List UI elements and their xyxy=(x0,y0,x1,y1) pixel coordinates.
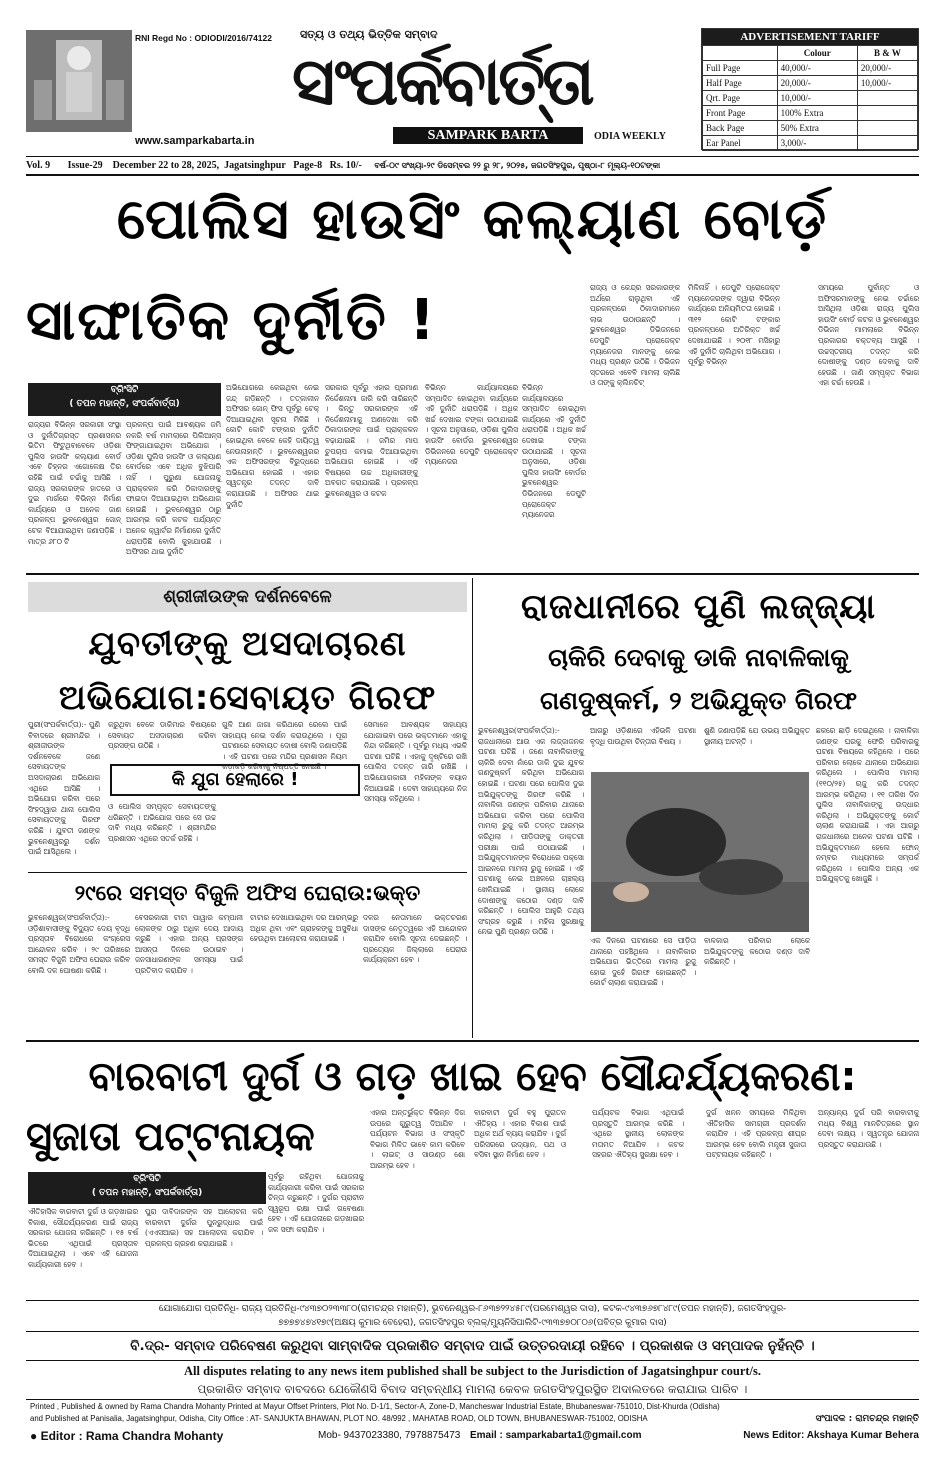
rni-number: RNI Regd No : ODIODI/2016/74122 xyxy=(135,33,272,43)
mobile-numbers: Mob- 9437023380, 7978875473 xyxy=(318,1430,461,1441)
disclaimer-odia: ବି.ଦ୍ର- ସମ୍ବାଦ ପରିବେଷଣ କରୁଥିବା ସାମ୍ବାଦିକ ପ୍ରକାଶିତ ସମ୍ବାଦ ପାଇଁ ଉତ୍ତରଦାୟୀ ରହିବେ । ପ୍ରକାଶକ ଓ ସମ୍ପାଦକ ନୁହଁନ୍ତି । xyxy=(130,1338,815,1354)
disputes-odia: ପ୍ରକାଶିତ ସମ୍ବାଦ ବାବଦରେ ଯେକୌଣସି ବିବାଦ ସମ୍ବନ୍ଧୀୟ ମାମଲା କେବଳ ଜଗତସିଂହପୁରସ୍ଥିତ ଅଦାଲତରେ କରାଯାଇ ପାରିବ । xyxy=(197,1382,748,1396)
story3-headline: ୨୯ରେ ସମସ୍ତ ବିଜୁଳି ଅଫିସ ଘେରାଉ:ଭକ୍ତ xyxy=(74,881,421,905)
dateline-odia: ବର୍ଷ-୦୯ ସଂଖ୍ୟା-୨୯ ଡିସେମ୍ବର ୨୨ ରୁ ୨୮, ୨୦୨୫, ଜଗତସିଂହପୁର, ପୃଷ୍ଠା-୮ ମୂଲ୍ୟ-୧୦ଟଙ୍କା xyxy=(374,161,661,170)
story4-col-2b: ଏକ ଦିନରେ ଘଟଣାରେ ସେ ପୀଡ଼ିତା ଥାନାରେ ପହଞ୍ଚିଥିଲେ । ନାବାଳିକାର ଅଭିଯୋଗ ଭିତ୍ତିରେ ମାମଲା ରୁଜୁ ହୋଇ ଦୁହେଁ ଗିରଫ ହୋଇଛନ୍ତି । କୋର୍ଟ ଚାଲାଣ କରାଯାଇଛି । xyxy=(590,936,699,988)
editor-english-label: Editor : Rama Chandra Mohanty xyxy=(40,1429,224,1443)
tariff-table xyxy=(702,45,918,151)
imprint-line-1: Printed , Published & owned by Rama Chandra Mohanty Printed at Mayur Offset Printers, Plot No. D-1/1, Sector-A, Zone-D, Mancheswar Industrial Estate, Bhubaneswar-751010, Dist-Khurda (Odisha) xyxy=(30,1402,720,1411)
tariff-cell: Ear Panel xyxy=(703,136,778,151)
story4-col-2a: ଆଗରୁ ଓଡ଼ିଶାରେ ଏହିଭଳି ଘଟଣା ବୃଦ୍ଧି ପାଉଥିବା ଚିନ୍ତାର ବିଷୟ । xyxy=(590,726,699,746)
tariff-cell: 40,000/- xyxy=(777,61,857,76)
tariff-header: B & W xyxy=(857,46,917,61)
story2-col-1: ପୁରୀ(ସଂପର୍କବାର୍ତ୍ତା):- ପୁଣି ବିବାଦରେ ଶ୍ରୀମନ୍ଦିର । ଶ୍ରୀଜୀଉଙ୍କ ଦର୍ଶନବେଳେ ଜଣେ ସେବାୟତଙ୍କ ଅସଦାଚାରଣ ଅଭିଯୋଗ ଏଥିରେ ଆସିଛି । ଅଭିଯୋଗ କରିବା ପରେ ସିଂହଦ୍ୱାର ଥାନା ପୋଲିସ ସେବାୟତଙ୍କୁ ଗିରଫ କରିଛି । ଯୁବତୀ ଜଣଙ୍କ ଭୁବନେଶ୍ୱରରୁ ଦର୍ଶନ ପାଇଁ ଆସିଥିଲେ । xyxy=(28,720,103,857)
tariff-cell xyxy=(857,106,917,121)
dateline-issue: Issue-29 xyxy=(67,160,103,171)
deity-illustration xyxy=(26,30,132,132)
tariff-cell xyxy=(857,91,917,106)
story5-byline xyxy=(28,1172,266,1204)
story4-col-3b: ବାଳକାର ପରିବାର ଲୋକେ ଅଭିଯୁକ୍ତଙ୍କୁ କଠୋର ଦଣ୍ଡ ଦାବି କରିଛନ୍ତି । xyxy=(704,936,813,967)
footer-rule-1 xyxy=(26,1300,919,1301)
tariff-cell: Full Page xyxy=(703,61,778,76)
story5-col-6: ପର୍ଯ୍ୟଟକ ବିଭାଗ ଏଥିପାଇଁ ପ୍ରସ୍ତୁତି ଆରମ୍ଭ କରିଛି । ଏଥିରେ ସ୍ଥାନୀୟ ଲୋକଙ୍କ ମତାମତ ନିଆଯିବ । କଟକ ସହରର ଐତିହ୍ୟ ସୁରକ୍ଷା ହେବ । xyxy=(592,1108,687,1160)
masthead-deity-image xyxy=(26,30,132,132)
lead-col-5b: ବିଭିନ୍ନ କାର୍ଯ୍ୟାଳୟରେ ସମ୍ପାଦିତ ହୋଇଥିବା କାର୍ଯ୍ୟରେ ଏହି ଦୁର୍ନୀତି ଧରାପଡ଼ିଛି । ଅଧିକ ଖର୍ଚ୍ଚ ଦେଖାଇ ଟଙ୍କା ଉଠାଯାଇଛି । ସୂଚନା ଅନୁସାରେ, ଓଡ଼ିଶା ପୁଲିସ ହାଉସିଂ ବୋର୍ଡର ଭୁବନେଶ୍ୱର ଡିଭିଜନରେ ଡେପୁଟି ପ୍ରୋଜେକ୍ଟ ମ୍ୟାନେଜର xyxy=(522,383,589,520)
tariff-cell xyxy=(857,121,917,136)
tariff-cell: Back Page xyxy=(703,121,778,136)
lead-headline-line2: ସାଙ୍ଘାତିକ ଦୁର୍ନୀତି ! xyxy=(26,288,437,353)
story2-col-4: ସେମାନେ ଆବଶ୍ୟକ ସାହାଯ୍ୟ ଯୋଗାଇବା ପରେ ଭକ୍ତମାନେ ଏହାକୁ ନିନ୍ଦା କରିଛନ୍ତି । ପୂର୍ବରୁ ମଧ୍ୟ ଏଭଳି ଘଟଣା ଘଟିଛି । ଏହାକୁ ଦୃଷ୍ଟିରେ ରଖି ପୋଲିସ ତଦନ୍ତ ଜାରି ରଖିଛି । ଅଭିଯୋଗକାରୀ ମହିଳାଙ୍କ ବୟାନ ନିଆଯାଇଛି । ଦେବୀ ସାହାଯ୍ୟରେ ନିଜ ସମସ୍ୟା କହିଥିଲେ । xyxy=(364,720,470,804)
byline-reporter: ( ତପନ ମହାନ୍ତି, ସଂପର୍କବାର୍ତ୍ତା) xyxy=(69,399,180,409)
story5-headline-line2: ସୁଜାତା ପଟ୍ଟନାୟକ xyxy=(26,1114,315,1160)
disputes-english: All disputes relating to any news item published shall be subject to the Jurisdiction of Jagatsinghpur court/s. xyxy=(183,1364,762,1378)
lead-col-1: ରାଜ୍ୟର ବିଭିନ୍ନ ସରକାରୀ ସଂସ୍ଥା ଓ ଦୁର୍ନୀତିଗ୍ରସ୍ତ ପ୍ରଶାସନର ଭିତିମ ଫିଟୁଥିବାବେଳେ ଓଡ଼ିଶା ପୁଲିସ ହାଉସିଂ କଲ୍ୟାଣ ବୋର୍ଡ ଏବେ ଚିହ୍ନର ଏଗୋଳେକ୍ଷ ତିର ରହିଛି ପାଇଁ ଚର୍ଚ୍ଚାକୁ ଆସିଛି । ରାଜ୍ୟ ସରକାରଙ୍କ ହାତରେ ଓ ଦୁଇ ମାର୍ଗରେ ବିଭିନ୍ନ ନିର୍ମାଣ କାର୍ଯ୍ୟରେ ଓ ଅନେକ ଜାଣ ପ୍ରକଳ୍ପ ଭୁବନେଶ୍ୱର ଜୋନ୍ ଟେକ ବିଆଯାଇଥିବା ଜଣାପଡ଼ିଛି । ମାତ୍ର ୬୮୦ ଟି xyxy=(28,420,124,546)
tariff-cell: 10,000/- xyxy=(857,76,917,91)
dateline-top-rule xyxy=(26,156,919,157)
dateline xyxy=(26,158,919,173)
editor-english: ● Editor : Rama Chandra Mohanty xyxy=(30,1429,224,1443)
dateline-page: Page-8 xyxy=(293,160,323,171)
story2-col-2: କରୁଥିବା ବେଳେ ଡାକିମାର ବିଷୟରେ ସେବାୟତ ଅସଦାଚାରଣ କରିବା ପ୍ରସଙ୍ଗ ଉଠିଛି । xyxy=(108,720,219,751)
lead-byline xyxy=(28,383,221,416)
email-address[interactable]: Email : samparkabarta1@gmail.com xyxy=(470,1430,642,1441)
lead-col-8: ସମୟରେ ପୁର୍ବାନ୍ତ ଓ ଅଫିସରମାନଙ୍କୁ ନେଇ ଚର୍ଚ୍ଚାରେ ଆସିଥିଲା ଓଡ଼ିଶା ରାଜ୍ୟ ପୁଲିସ ହାଉସିଂ ବୋର୍ଡ଼ କଟକ ଓ ଭୁବନେଶ୍ୱର ଡିଭିଜନ ମାମଲାରେ ବିଭିନ୍ନ ପ୍ରକାରର ବକ୍ତବ୍ୟ ଆସୁଛି । ଉଚ୍ଚସ୍ତରୀୟ ତଦନ୍ତ କରି ଦୋଷୀଙ୍କୁ ଦଣ୍ଡ ଦେବାକୁ ଦାବି ହେଉଛି । ଜାଣି ସମ୍ପୃକ୍ତ ବିଭାଗ ଏହା ଚର୍ଚ୍ଚା ହେଉଛି । xyxy=(818,283,922,388)
tariff-cell: Half Page xyxy=(703,76,778,91)
story2-headline-line2: ଅଭିଯୋଗ:ସେବାୟତ ଗିରଫ xyxy=(58,678,437,718)
footer-rule-3 xyxy=(26,1360,919,1361)
tariff-cell: Qrt. Page xyxy=(703,91,778,106)
ad-tariff-box xyxy=(701,28,919,150)
story5-col-5: ବାରବାଟୀ ଦୁର୍ଗ ବହୁ ପୁରାତନ ଐତିହ୍ୟ । ଏହାର ବିକାଶ ପାଇଁ ଅଧିକ ଅର୍ଥ ବ୍ୟୟ କରାଯିବ । ଦୁର୍ଗ ପରିସରରେ ଉଦ୍ୟାନ, ପଥ ଓ ବସିବା ସ୍ଥାନ ନିର୍ମାଣ ହେବ । xyxy=(474,1108,569,1160)
byline-reporter: ( ତପନ ମହାନ୍ତି, ସଂପର୍କବାର୍ତ୍ତା) xyxy=(91,1188,203,1198)
story2-headline-line1: ଯୁବତୀଙ୍କୁ ଅସଦାଚାରଣ xyxy=(88,624,407,664)
story5-col-8: ଅନ୍ୟାନ୍ୟ ଦୁର୍ଗ ପରି ବାରବାଟୀକୁ ମଧ୍ୟ ବିଶ୍ୱ ମାନଚିତ୍ରରେ ସ୍ଥାନ ଦେବା ଲକ୍ଷ୍ୟ । ସ୍ୱତନ୍ତ୍ର ଯୋଜନା ପ୍ରସ୍ତୁତ କରାଯାଉଛି । xyxy=(818,1108,922,1149)
dateline-bottom-rule xyxy=(26,174,919,176)
story2-kicker: ଶ୍ରୀଜୀଉଙ୍କ ଦର୍ଶନବେଳେ xyxy=(28,582,467,612)
story5-col-7: ଦୁର୍ଗ ଖନନ ସମୟରେ ମିଳିଥିବା ଐତିହାସିକ ସାମଗ୍ରୀ ପ୍ରଦର୍ଶନ କରାଯିବ । ଏହି ପ୍ରକଳ୍ପ ଶୀଘ୍ର ଆରମ୍ଭ ହେବ ବୋଲି ମନ୍ତ୍ରୀ ସୁଜାତା ପଟ୍ଟନାୟକ କହିଛନ୍ତି । xyxy=(706,1108,809,1160)
tariff-cell: 20,000/- xyxy=(777,76,857,91)
lead-col-6: ରାଜ୍ୟ ଓ କେନ୍ଦ୍ର ସରକାରଙ୍କ ଅର୍ଥରେ ଚାଲୁଥିବା ଏହି ପ୍ରକଳ୍ପରେ ଠିକାଦାରମାନେ ଲାଭ ଉଠାଉଛନ୍ତି । ଭୁବନେଶ୍ୱର ଡିଭିଜନରେ ଡେପୁଟି ପ୍ରୋଜେକ୍ଟ ମ୍ୟାନେଜର ମାନଙ୍କୁ ନେଇ ମଧ୍ୟ ପ୍ରଶ୍ନ ଉଠିଛି । ଡିଭିଜନ ସ୍ତରରେ ଏବେବି ମାମଲା ଚାଲିଛି ଓ ତାଙ୍କୁ କ୍ଲିନଚିଟ୍ xyxy=(590,283,683,388)
lead-col-7: ମିଳିନାହିଁ । ଡେପୁଟି ପ୍ରୋଜେକ୍ଟ ମ୍ୟାନେଜରଙ୍କ ଦ୍ୱାରା ବିଭିନ୍ନ କାର୍ଯ୍ୟରେ ଅନିୟମିତତା ହୋଇଛି । ୩୧୨ କୋଟି ଟଙ୍କାର ପ୍ରକଳ୍ପରେ ଅତିରିକ୍ତ ଖର୍ଚ୍ଚ ଦେଖାଯାଇଛି । ୨୦୧୮ ମସିହାରୁ ଏହି ଦୁର୍ନୀତି ଚାଲିଥିବା ଅଭିଯୋଗ । ପୂର୍ବରୁ ବିଭିନ୍ନ xyxy=(688,283,783,367)
story3-col-3: ଟାଟାର ଦେଖାଯାଇଥିବା ଦର ଆରମ୍ଭରୁ ଅଧିକ ଥିବା ଏବଂ ଗ୍ରାହକଙ୍କୁ ଅସୁବିଧା ହେଉଥିବା ଆଲୋଚନା କରାଯାଇଛି । xyxy=(250,913,361,944)
website-link[interactable]: www.samparkabarta.in xyxy=(135,135,255,147)
story4-headline-line2: ଚାକିରି ଦେବାକୁ ଡାକି ନାବାଳିକାକୁ xyxy=(548,643,849,672)
vertical-divider xyxy=(472,578,473,1038)
story5-col-4: ଏହାର ଅନ୍ତର୍ଭୁକ୍ତ ବିଭିନ୍ନ ଦିଗ ଉପରେ ଗୁରୁତ୍ୱ ଦିଆଯିବ । ପର୍ଯ୍ୟଟନ ବିଭାଗ ଓ ସଂସ୍କୃତି ବିଭାଗ ମିଳିତ ଭାବେ କାମ କରିବେ । ଲାଇଟ୍ ଓ ସାଉଣ୍ଡ ଶୋ ଆରମ୍ଭ ହେବ । xyxy=(370,1108,468,1170)
story4-col-3a: ଶୁଣି ଜଣାପଡ଼ିଛି ଯେ ଉଭୟ ଅଭିଯୁକ୍ତ ସ୍ଥାନୀୟ ଅଟନ୍ତି । xyxy=(704,726,813,746)
tariff-corner xyxy=(703,46,778,61)
section-rule-1 xyxy=(26,573,919,575)
story4-headline-line3: ଗଣଦୁଷ୍କର୍ମ, ୨ ଅଭିଯୁକ୍ତ ଗିରଫ xyxy=(539,686,858,715)
photo-illustration xyxy=(591,772,809,932)
tariff-cell: 10,000/- xyxy=(777,91,857,106)
story2-col-2b: ଓ ପୋଲିସ ସମ୍ପୃକ୍ତ ସେବାୟତଙ୍କୁ ଧରିଛନ୍ତି । ଅଭିଯୋଗ ପରେ ସେ ଉଚ୍ଚ ଦାବି ମଧ୍ୟ କରିଛନ୍ତି । ଶ୍ରୀମନ୍ଦିର ପ୍ରଶାସନ ଏଥିରେ ସତର୍କ ରହିଛି । xyxy=(108,802,219,843)
tariff-title: ADVERTISEMENT TARIFF xyxy=(702,29,918,45)
section-rule-2 xyxy=(28,872,467,873)
tariff-header: Colour xyxy=(777,46,857,61)
imprint-line-2: and Published at Panisalia, Jagatsinghpur, Odisha, City Office : AT- SANJUKTA BHAWAN, PLOT NO. 48/992 , MAHATAB ROAD, OLD TOWN, BHUBANESWAR-751002, ODISHA xyxy=(30,1414,648,1423)
story5-col-3: ପୂର୍ବରୁ ରହିଥିବା ଯୋଜନାକୁ କାର୍ଯ୍ୟକାରୀ କରିବା ପାଇଁ ସରକାର ଚିନ୍ତା କରୁଛନ୍ତି । ଦୁର୍ଗର ପ୍ରାଚୀନ ସ୍ୱରୂପ ରକ୍ଷା ପାଇଁ ଗବେଷଣା ହେବ । ଏହି ଯୋଜନାରେ ଗଡ଼ଖାଇର ଜଳ ସଫା କରାଯିବ । xyxy=(268,1172,367,1234)
contact-line-2: ୭୭୭୭୪୭୪୧୭୯(ଅକ୍ଷୟ କୁମାର ବେହେରା), ଜଗତସିଂହପୁର ବ୍ଲକ୍/ମ୍ୟୁନିସିପାଲିଟି-୯୩୩୭୭୦୮୦୬(ପବିତ୍ର କୁମାର ଦାସ) xyxy=(278,1318,667,1328)
byline-place: ବ୍ରିଂସିଟି xyxy=(133,1174,161,1184)
story2-col-3: ଗୁଳି ଆଣ ଜାଗା କରିଥାରେ ରେଲେ ପାଇଁ ସାହାଯ୍ୟ ନେଇ ଦର୍ଶନ କରାଉଥିଲେ । ପୂରା ଘଟଣାରେ ସେବାୟତ ଦୋଷୀ ବୋଲି ଜଣାପଡ଼ିଛି । ଏହି ଘଟଣା ପରେ ମନ୍ଦିର ପ୍ରଶାସନ ନିୟମ କଡ଼ାକଡ଼ି କରିବାକୁ ନିଷ୍ପତ୍ତି ନେଇଛି । xyxy=(222,720,350,772)
tagline: ସତ୍ୟ ଓ ତଥ୍ୟ ଭିତ୍ତିକ ସମ୍ବାଦ xyxy=(300,28,438,41)
dateline-date: December 22 to 28, 2025, xyxy=(112,160,220,171)
weekly-label: ODIA WEEKLY xyxy=(594,131,666,142)
news-editor: News Editor: Akshaya Kumar Behera xyxy=(743,1430,919,1441)
tariff-cell: 3,000/- xyxy=(777,136,857,151)
story4-col-1: ଭୁବନେଶ୍ୱର(ସଂପର୍କବାର୍ତ୍ତା):- ରାଜଧାନୀରେ ଆଉ ଏକ ଲଜ୍ଜାଜନକ ଘଟଣା ଘଟିଛି । ଜଣେ ନାବାଳିକାଙ୍କୁ ଚାକିରି ଦେବା ନାଁରେ ଡାକି ଦୁଇ ଯୁବକ ଗଣଦୁଷ୍କର୍ମ କରିଥିବା ଅଭିଯୋଗ ହୋଇଛି । ଘଟଣା ପରେ ପୋଲିସ ଦୁଇ ଅଭିଯୁକ୍ତଙ୍କୁ ଗିରଫ କରିଛି । ନାବାଳିକା ଜଣଙ୍କ ପରିବାର ଥାନାରେ ଅଭିଯୋଗ କରିବା ପରେ ପୋଲିସ ମାମଲା ରୁଜୁ କରି ତଦନ୍ତ ଆରମ୍ଭ କରିଥିଲା । ପୀଡ଼ିତାଙ୍କୁ ଡାକ୍ତରୀ ପରୀକ୍ଷା ପାଇଁ ପଠାଯାଇଛି । ଅଭିଯୁକ୍ତମାନଙ୍କ ବିରୋଧରେ ପକ୍ସୋ ଆଇନରେ ମାମଲା ରୁଜୁ ହୋଇଛି । ଏହି ଘଟଣାକୁ ନେଇ ଅଞ୍ଚଳରେ ଚାଞ୍ଚଲ୍ୟ ଖେଳିଯାଇଛି । ସ୍ଥାନୀୟ ଲୋକେ ଦୋଷୀଙ୍କୁ କଠୋର ଦଣ୍ଡ ଦାବି କରିଛନ୍ତି । ପୋଲିସ ଆହୁରି ତଥ୍ୟ ସଂଗ୍ରହ କରୁଛି । ମହିଳା ସୁରକ୍ଷାକୁ ନେଇ ପୁଣି ପ୍ରଶ୍ନ ଉଠିଛି । xyxy=(478,726,587,937)
story5-col-1: ଐତିହାସିକ ବାରବାଟୀ ଦୁର୍ଗ ଓ ଗଡ଼ଖାଇର ବିକାଶ, ସୌନ୍ଦର୍ଯ୍ୟକରଣ ପାଇଁ ରାଜ୍ୟ ସରକାର ଯୋଜନା କରିଛନ୍ତି । ୧୫ ବର୍ଷ ଭିତରେ ଏଥିପାଇଁ ପ୍ରସ୍ତାବ ଦିଆଯାଇଥିଲା । ଏବେ ଏହି ଯୋଜନା କାର୍ଯ୍ୟକାରୀ ହେବ । xyxy=(28,1207,141,1269)
story2-pullquote: କି ଯୁଗ ହେଲାରେ ! xyxy=(110,764,360,796)
dateline-place: Jagatsinghpur xyxy=(224,160,286,171)
lead-headline-line1: ପୋଲିସ ହାଉସିଂ କଲ୍ୟାଣ ବୋର୍ଡ଼ xyxy=(116,187,829,252)
tariff-cell: 100% Extra xyxy=(777,106,857,121)
story4-photo xyxy=(591,772,809,932)
dateline-price: Rs. 10/- xyxy=(329,160,362,171)
byline-place: ବ୍ରିଂସିଟି xyxy=(110,385,139,395)
editor-odia: ସଂପାଦକ : ରାମଚନ୍ଦ୍ର ମହାନ୍ତି xyxy=(815,1414,919,1424)
tariff-cell: 50% Extra xyxy=(777,121,857,136)
tariff-cell: 20,000/- xyxy=(857,61,917,76)
story3-col-2: ବେସରକାରୀ ଟାଟା ପାୱାର କମ୍ପାନୀ ଲୋକଙ୍କ ଠାରୁ ଅଧିକ ଦେୟ ଆଦାୟ କରୁଛି । ଏହାର ଅନ୍ୟ ପ୍ରସଙ୍ଗ ଆସନ୍ତା ଦିନରେ ଉଠାଇବ । ଜନସାଧାରଣଙ୍କ ସମସ୍ୟା ପାଇଁ ପ୍ରତିବାଦ କରାଯିବ । xyxy=(135,913,246,975)
lead-col-3: ଅଭିଯୋଗରେ କେଇଥିବା ନେଇ ଜନ୍ଦ୍ ଗଡ଼ିଛନ୍ତି । ତତ୍କାଳୀନ ଅଫିସର ଜୋନ୍ ଫିସ ପୂର୍ବରୁ ଟେକ୍ ଦିଆଯାଇଥିବା ସୂଚନା ମିଳିଛି । କୋଟି କୋଟି ଟଙ୍କାର ଦୁର୍ନୀତି ହୋଇଥିବା ବେଳେ କେହି ଦାୟିତ୍ୱ ନେଉନାହାନ୍ତି । ଭୁବନେଶ୍ୱରର ଏକ ଅଫିସରଙ୍କ ବିରୁଦ୍ଧରେ ଅଭିଯୋଗ ହୋଇଛି । ଏହାର ସ୍ୱତନ୍ତ୍ର ତଦନ୍ତ ଦାବି କରାଯାଉଛି । ଅଫିସର ଥାଇ ଦୁର୍ନୀତି xyxy=(226,383,322,509)
masthead-title-english: SAMPARK BARTA xyxy=(393,127,583,144)
story3-col-1: ଭୁବନେଶ୍ୱର(ସଂପର୍କବାର୍ତ୍ତା):- ଓଡ଼ିଶାବାସୀଙ୍କୁ ବିଦ୍ୟୁତ ଦେୟ ବୃଦ୍ଧି ପ୍ରସ୍ତାବ ବିରୋଧରେ କଂଗ୍ରେସ ଆନ୍ଦୋଳନ କରିବ । ୨୯ ତାରିଖରେ ସମସ୍ତ ବିଜୁଳି ଅଫିସ ଘେରାଉ କରିବ ବୋଲି ଦଳ ଘୋଷଣା କରିଛି । xyxy=(28,913,133,975)
footer-rule-2 xyxy=(26,1331,919,1332)
tariff-cell: Front Page xyxy=(703,106,778,121)
story5-headline-line1: ବାରବାଟୀ ଦୁର୍ଗ ଓ ଗଡ଼ ଖାଇ ହେବ ସୌନ୍ଦର୍ଯ୍ୟକରଣ: xyxy=(88,1054,857,1100)
story3-col-4: ଦଳର ନେତାମାନେ ଭକ୍ତଚରଣ ଦାସଙ୍କ ନେତୃତ୍ୱରେ ଏହି ଆନ୍ଦୋଳନ କରାଯିବ ବୋଲି ସୂଚନା ଦେଇଛନ୍ତି । ପ୍ରତ୍ୟେକ ଜିଲ୍ଲାରେ ଘେରାଉ କାର୍ଯ୍ୟକ୍ରମ ହେବ । xyxy=(363,913,470,965)
footer-rule-4 xyxy=(26,1399,919,1400)
lead-col-5: ବିଭିନ୍ନ କାର୍ଯ୍ୟାଳୟରେ ସମ୍ପାଦିତ ହୋଇଥିବା କାର୍ଯ୍ୟରେ ଏହି ଦୁର୍ନୀତି ଧରାପଡ଼ିଛି । ଅଧିକ ଖର୍ଚ୍ଚ ଦେଖାଇ ଟଙ୍କା ଉଠାଯାଇଛି । ସୂଚନା ଅନୁସାରେ, ଓଡ଼ିଶା ପୁଲିସ ହାଉସିଂ ବୋର୍ଡର ଭୁବନେଶ୍ୱର ଡିଭିଜନରେ ଡେପୁଟି ପ୍ରୋଜେକ୍ଟ ମ୍ୟାନେଜର xyxy=(425,383,521,467)
story4-headline-line1: ରାଜଧାନୀରେ ପୁଣି ଲଜ୍ଜ୍ୟା xyxy=(520,587,877,627)
lead-col-4: ସରକାର ପୂର୍ବରୁ ଏହାର ପ୍ରମାଣ ନିର୍ଦ୍ଦେଶନାମା ଜାରି କରି ସାରିଛନ୍ତି । କିନ୍ତୁ ସରକାରଙ୍କ ଏହି ନିର୍ଦ୍ଦେଶନାମାକୁ ଅଣଦେଖା କରି ଠିକାଦାରଙ୍କ ପାଇଁ ପ୍ରାକ୍କଳନ ବଢ଼ାଯାଇଛି । ଜମିର ମାପ ଚୁପଚାପ କମାଇ ଦିଆଯାଇଥିବା ଅଭିଯୋଗ ହୋଇଛି । ଏହି ବିଷୟରେ ଉଚ୍ଚ ଅଧିକାରୀଙ୍କୁ ଅବଗତ କରାଯାଇଛି । ପ୍ରକଳ୍ପ ଭୁବନେଶ୍ୱର ଓ କଟକ xyxy=(325,383,421,498)
contact-line-1: ଯୋଗାଯୋଗ ପ୍ରତିନିଧି- ରାଜ୍ୟ ପ୍ରତିନିଧି-୯୪୩୭୦୨୩୩୮୦(ରାମଚନ୍ଦ୍ର ମହାନ୍ତି), ଭୁବନେଶ୍ୱର-୮୬୩୭୨୨୪୫୮୯(ପରମେଶ୍ୱର ଦାସ), କଟକ-୯୪୩୭୬୭୮୪୮୯(ତପନ ମହାନ୍ତି), ଜଗତସିଂହପୁର- xyxy=(158,1304,787,1314)
story4-col-4: ଛକରେ ଛାଡ଼ି ଦେଇଥିଲେ । ନାବାଳିକା ଜଣଙ୍କ ଘରକୁ ଫେରି ପରିବାରକୁ ଘଟଣା ବିଷୟରେ କହିଥିଲେ । ପରେ ପରିବାର ଲୋକେ ଥାନାରେ ଅଭିଯୋଗ କରିଥିଲେ । ପୋଲିସ ମାମଲା (୧୧୦/୨୫) ଋଜୁ କରି ତଦନ୍ତ ଆରମ୍ଭ କରିଥିଲା । ୧୧ ତାରିଖ ଦିନ ପୁଲିସ ନାବାଳିକାଙ୍କୁ ଉଦ୍ଧାର କରିଥିଲା । ଅଭିଯୁକ୍ତଙ୍କୁ କୋର୍ଟ ଚାଲାଣ କରାଯାଇଛି । ଏହା ଆଗରୁ ରାଜଧାନୀରେ ଅନେକ ଘଟଣା ଘଟିଛି । ଅଭିଯୁକ୍ତମାନେ ହେଲେ ଫୋନ୍ ନମ୍ବର ମାଧ୍ୟମରେ ସମ୍ପର୍କ କରିଥିଲେ । ପୋଲିସ ଅନ୍ୟ ଏକ ଅଭିଯୁକ୍ତକୁ ଖୋଜୁଛି । xyxy=(816,726,922,884)
tariff-cell xyxy=(857,136,917,151)
story5-col-2: ପୁରା ଦାବିଦାରଙ୍କ ସହ ଆଲୋଚନା କରି ବାରବାଟୀ ଦୁର୍ଗର ପୁନରୁଦ୍ଧାର ପାଇଁ (ଏଏସଆଇ) ସହ ଆଲୋଚନା କରାଯିବ । ପ୍ରକଳ୍ପ ଗ୍ରହଣ କରାଯାଇଛି । xyxy=(145,1207,266,1248)
section-rule-3 xyxy=(26,1040,919,1042)
dateline-vol: Vol. 9 xyxy=(26,160,51,171)
lead-col-2: ପ୍ରକଳ୍ପ ପାଇଁ ଆବଶ୍ୟକ ଜମି ନକରି ବର୍ଷ ମାମଲାରେ ପିଲିଆନ୍ସ ଫିଙ୍ଗାଯାଇଥିବା ଅଭିଯୋଗ । ଓଡ଼ିଶା ପୁଲିସ ହାଉସିଂ ଓ କଲ୍ୟାଣ ବୋର୍ଡରେ ଏବେ ଅଧିକ ବୁଝିପାରି ନାହିଁ । ପୁରୁଣା ଯୋଜନାକୁ ପ୍ରାକ୍କଳନ କରି ଠିକାଦାରଙ୍କୁ ଫାଇଦା ଦିଆଯାଇଥିବା ଅଭିଯୋଗ ହୋଇଛି । ଭୁବନେଶ୍ୱର ଠାରୁ ଆରମ୍ଭ କରି କଟକ ପର୍ଯ୍ୟନ୍ତ ଅନେକ କ୍ୱାର୍ଟର ନିର୍ମାଣରେ ଦୁର୍ନୀତି ଧରାପଡ଼ିଛି ବୋଲି କୁହାଯାଉଛି । ଅଫିସର ଥାଇ ଦୁର୍ନୀତି xyxy=(126,420,224,557)
masthead-title: ସଂପର୍କବାର୍ତ୍ତା xyxy=(292,43,592,120)
